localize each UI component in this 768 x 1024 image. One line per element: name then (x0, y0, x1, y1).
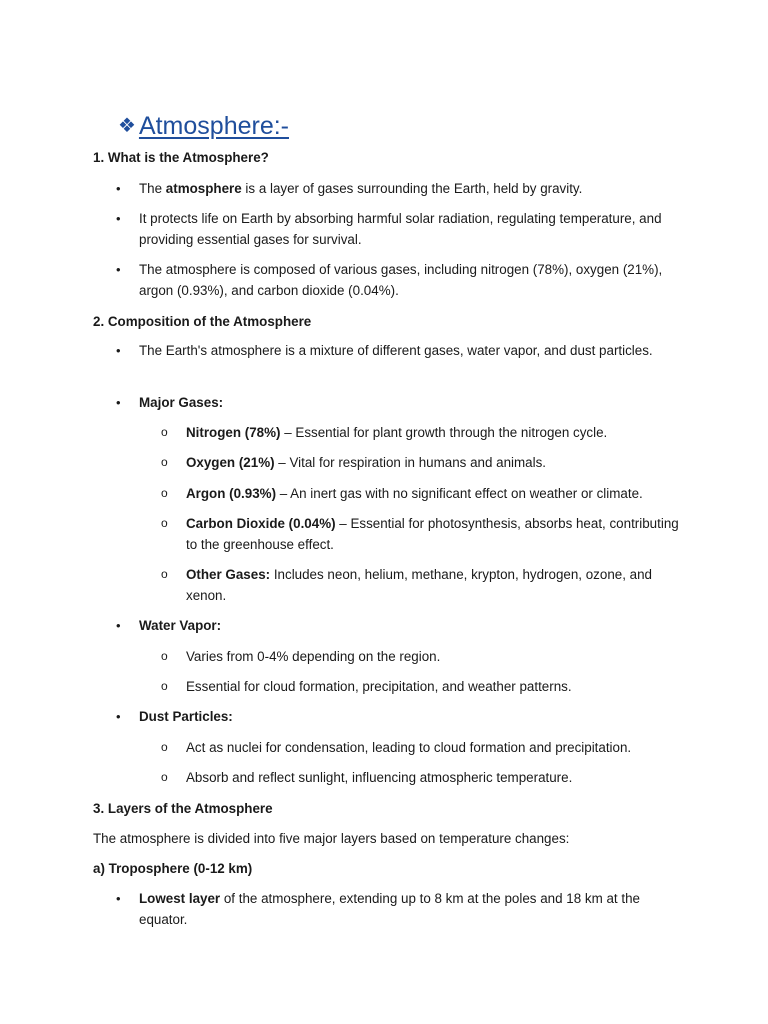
circle-bullet-icon: o (161, 516, 168, 530)
bullet-icon: • (116, 891, 121, 906)
circle-bullet-icon: o (161, 455, 168, 469)
gas-name: Other Gases: (186, 567, 271, 582)
section-1-heading: 1. What is the Atmosphere? (93, 150, 269, 165)
circle-bullet-icon: o (161, 486, 168, 500)
bullet-icon: • (116, 709, 121, 724)
gas-item (186, 564, 681, 606)
s3-b1-bold: Lowest layer (139, 891, 221, 906)
gas-name: Argon (0.93%) (186, 486, 277, 501)
title-text: Atmosphere:- (138, 111, 289, 140)
s1-b1-bold: atmosphere (165, 181, 242, 196)
section-2-heading: 2. Composition of the Atmosphere (93, 314, 312, 329)
gas-item (186, 483, 681, 504)
gas-desc: – An inert gas with no significant effect on weather or climate. (276, 486, 643, 501)
gas-desc: – Essential for plant growth through the nitrogen cycle. (280, 425, 608, 440)
gas-name: Carbon Dioxide (0.04%) (186, 516, 336, 531)
diamond-bullet-icon: ❖ (118, 115, 136, 137)
subsection-a-heading: a) Troposphere (0-12 km) (93, 861, 253, 876)
gas-desc: Includes neon, helium, methane, krypton, hydrogen, ozone, and xenon. (186, 567, 652, 603)
s1-bullet-3: The atmosphere is composed of various gases, including nitrogen (78%), oxygen (21%), argon (0.93%), and carbon dioxide (0.04%). (139, 262, 663, 298)
gas-item (186, 452, 681, 473)
gas-name: Oxygen (21%) (186, 455, 275, 470)
water-vapor-label: Water Vapor: (139, 618, 222, 633)
s1-b1-pre: The (139, 181, 166, 196)
gas-desc: – Vital for respiration in humans and animals. (274, 455, 546, 470)
circle-bullet-icon: o (161, 649, 168, 663)
bullet-icon: • (116, 343, 121, 358)
s2-bullet-1: The Earth's atmosphere is a mixture of different gases, water vapor, and dust particles. (139, 343, 653, 358)
bullet-icon: • (116, 262, 121, 277)
circle-bullet-icon: o (161, 740, 168, 754)
dust-item: Act as nuclei for condensation, leading to cloud formation and precipitation. (186, 740, 632, 755)
section-3-heading: 3. Layers of the Atmosphere (93, 801, 273, 816)
section-3-intro: The atmosphere is divided into five major layers based on temperature changes: (93, 831, 570, 846)
document-title (118, 109, 289, 143)
bullet-icon: • (116, 618, 121, 633)
bullet-icon: • (116, 395, 121, 410)
circle-bullet-icon: o (161, 425, 168, 439)
s1-b1-post: is a layer of gases surrounding the Earth, held by gravity. (241, 181, 583, 196)
dust-label: Dust Particles: (139, 709, 233, 724)
bullet-icon: • (116, 181, 121, 196)
water-vapor-item: Essential for cloud formation, precipitation, and weather patterns. (186, 679, 572, 694)
bullet-icon: • (116, 211, 121, 226)
gas-name: Nitrogen (78%) (186, 425, 281, 440)
major-gases-label: Major Gases: (139, 395, 224, 410)
s3-b1-post: of the atmosphere, extending up to 8 km at the poles and 18 km at the equator. (139, 891, 640, 927)
circle-bullet-icon: o (161, 567, 168, 581)
s3-bullet-1 (139, 888, 679, 930)
gas-item (186, 513, 681, 555)
circle-bullet-icon: o (161, 770, 168, 784)
water-vapor-item: Varies from 0-4% depending on the region. (186, 649, 441, 664)
dust-item: Absorb and reflect sunlight, influencing atmospheric temperature. (186, 770, 573, 785)
circle-bullet-icon: o (161, 679, 168, 693)
gas-desc: – Essential for photosynthesis, absorbs heat, contributing to the greenhouse effect. (186, 516, 679, 552)
gas-item (186, 422, 681, 443)
s1-bullet-1 (139, 178, 679, 199)
s1-bullet-2: It protects life on Earth by absorbing harmful solar radiation, regulating temperature, and providing essential gases for survival. (139, 211, 662, 247)
